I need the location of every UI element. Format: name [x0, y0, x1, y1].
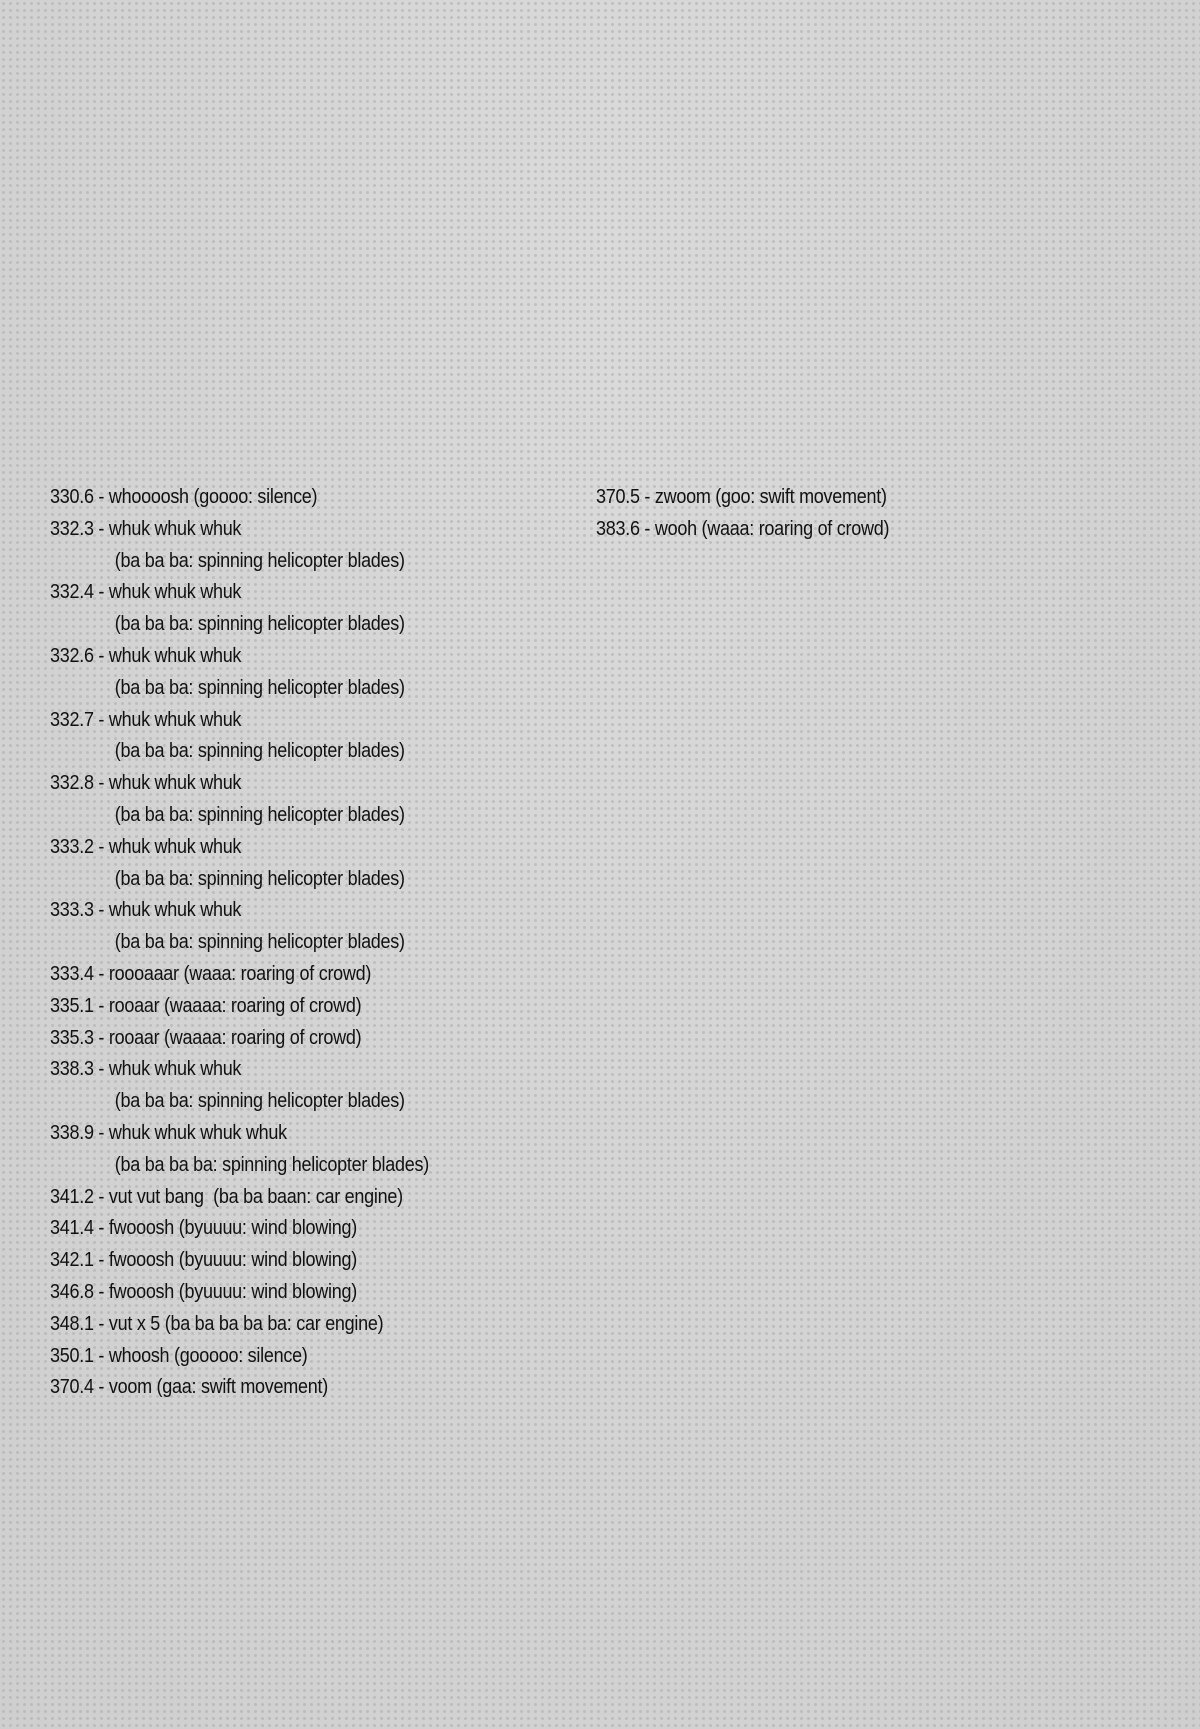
- entry-translation: (ba ba ba: spinning helicopter blades): [114, 867, 405, 890]
- sound-effect-entry: [50, 991, 518, 1023]
- entry-translation: (ba ba ba: spinning helicopter blades): [114, 803, 405, 826]
- sound-effect-entry: [50, 959, 518, 991]
- sound-effect-entry: [50, 641, 518, 705]
- sound-effect-entry: [50, 482, 518, 514]
- entry-translation: (ba ba ba: spinning helicopter blades): [114, 740, 405, 763]
- entry-line: 332.8 - whuk whuk whuk: [50, 772, 242, 795]
- sound-effect-entry: [596, 514, 1064, 546]
- entry-line: 330.6 - whoooosh (goooo: silence): [50, 486, 318, 508]
- entry-line: 346.8 - fwooosh (byuuuu: wind blowing): [50, 1280, 357, 1303]
- entry-line: 335.1 - rooaar (waaaa: roaring of crowd): [50, 994, 362, 1017]
- entry-translation: (ba ba ba: spinning helicopter blades): [114, 1090, 405, 1113]
- sound-effects-list-right: [596, 482, 1116, 546]
- sound-effect-entry: [50, 705, 518, 769]
- entry-line: 332.4 - whuk whuk whuk: [50, 581, 242, 604]
- entry-translation: (ba ba ba: spinning helicopter blades): [114, 613, 405, 636]
- sound-effect-entry: [50, 514, 518, 578]
- entry-line: 332.6 - whuk whuk whuk: [50, 644, 242, 667]
- sound-effect-entry: [50, 1309, 518, 1341]
- entry-line: 383.6 - wooh (waaa: roaring of crowd): [596, 517, 890, 540]
- entry-line: 370.5 - zwoom (goo: swift movement): [596, 486, 887, 508]
- entry-translation: (ba ba ba: spinning helicopter blades): [114, 931, 405, 954]
- sound-effect-entry: [50, 1118, 518, 1182]
- entry-line: 341.2 - vut vut bang (ba ba baan: car engine): [50, 1185, 403, 1208]
- sound-effect-entry: [50, 1372, 518, 1404]
- sound-effect-entry: [50, 1277, 518, 1309]
- sound-effects-list-left: [50, 482, 570, 1404]
- sound-effect-entry: [50, 1245, 518, 1277]
- sound-effect-entry: [50, 1182, 518, 1214]
- entry-line: 350.1 - whoosh (gooooo: silence): [50, 1344, 308, 1367]
- entry-translation: (ba ba ba: spinning helicopter blades): [114, 549, 405, 572]
- entry-translation: (ba ba ba ba: spinning helicopter blades): [114, 1153, 429, 1176]
- sound-effect-entry: [50, 1023, 518, 1055]
- sound-effect-entry: [50, 768, 518, 832]
- entry-line: 333.2 - whuk whuk whuk: [50, 835, 242, 858]
- entry-line: 333.4 - roooaaar (waaa: roaring of crowd): [50, 962, 372, 985]
- sound-effect-entry: [50, 577, 518, 641]
- sound-effect-entry: [50, 1341, 518, 1373]
- entry-line: 338.3 - whuk whuk whuk: [50, 1058, 242, 1081]
- entry-line: 332.7 - whuk whuk whuk: [50, 708, 242, 731]
- sound-effect-entry: [50, 895, 518, 959]
- sound-effect-entry: [50, 1054, 518, 1118]
- entry-line: 338.9 - whuk whuk whuk whuk: [50, 1121, 287, 1144]
- sound-effect-entry: [50, 1213, 518, 1245]
- entry-line: 341.4 - fwooosh (byuuuu: wind blowing): [50, 1217, 357, 1240]
- entry-line: 348.1 - vut x 5 (ba ba ba ba ba: car engine): [50, 1312, 384, 1335]
- sound-effect-entry: [596, 482, 1064, 514]
- entry-translation: (ba ba ba: spinning helicopter blades): [114, 676, 405, 699]
- entry-line: 370.4 - voom (gaa: swift movement): [50, 1376, 328, 1399]
- entry-line: 342.1 - fwooosh (byuuuu: wind blowing): [50, 1249, 357, 1272]
- entry-line: 335.3 - rooaar (waaaa: roaring of crowd): [50, 1026, 362, 1049]
- entry-line: 333.3 - whuk whuk whuk: [50, 899, 242, 922]
- entry-line: 332.3 - whuk whuk whuk: [50, 517, 242, 540]
- sound-effect-entry: [50, 832, 518, 896]
